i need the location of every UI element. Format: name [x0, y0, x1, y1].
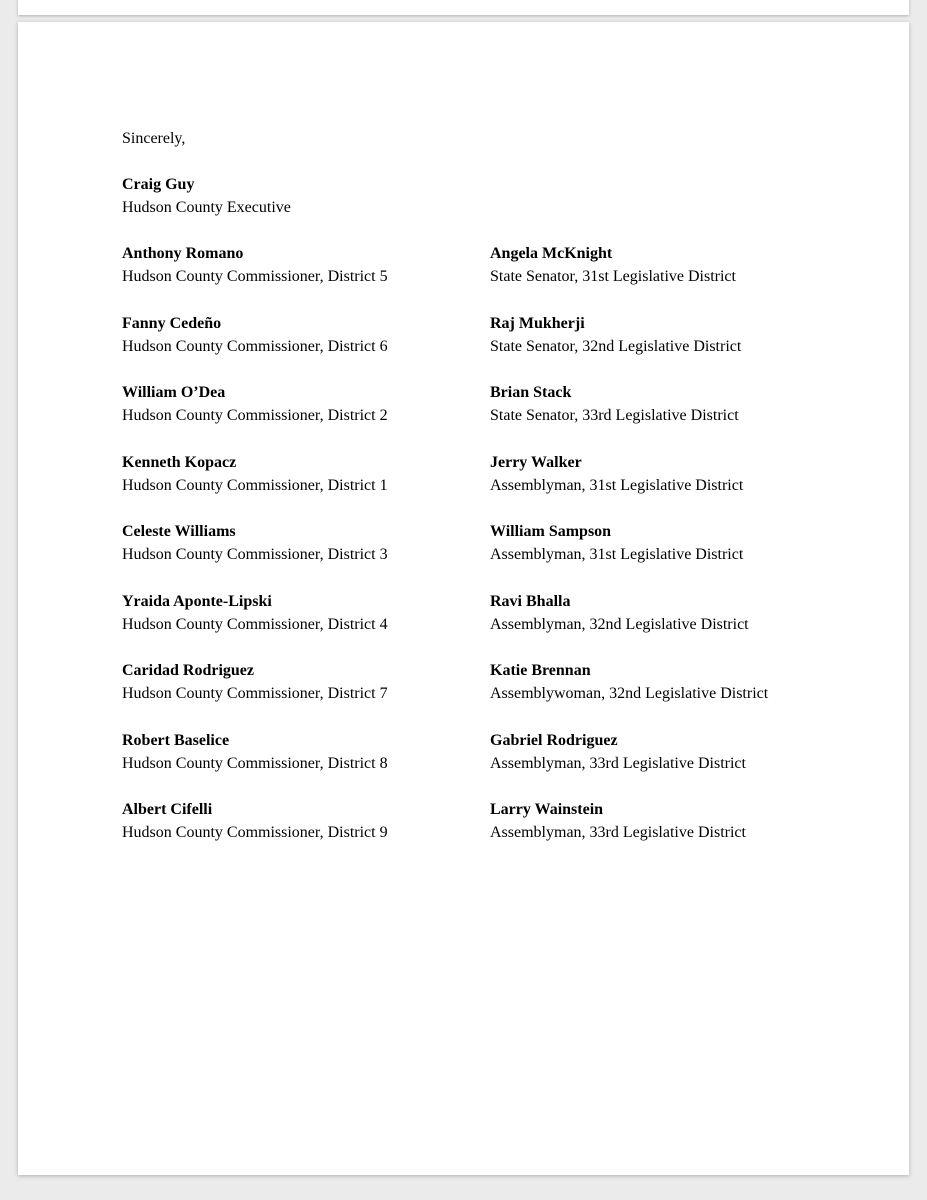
signatory-name: Raj Mukherji [490, 314, 585, 332]
signatory-name: Albert Cifelli [122, 801, 213, 818]
signatory-name: Caridad Rodriguez [122, 662, 254, 679]
signatory-block [490, 520, 822, 566]
signatory-title: Assemblyman, 31st Legislative District [490, 476, 744, 494]
signatory-block [490, 798, 822, 844]
signatory-title: Hudson County Commissioner, District 2 [122, 407, 388, 424]
signatory-block [490, 451, 822, 497]
signatory-block [122, 242, 490, 288]
signatory-title: Hudson County Commissioner, District 7 [122, 685, 388, 702]
signatory-block [490, 659, 822, 705]
signatory-block [122, 729, 490, 775]
signatory-title: Hudson County Commissioner, District 5 [122, 268, 388, 285]
signatory-name: Anthony Romano [122, 245, 244, 262]
signatory-name: Ravi Bhalla [490, 592, 571, 610]
executive-signature [122, 173, 822, 219]
signatory-title: Assemblyman, 33rd Legislative District [490, 754, 746, 772]
signatory-title: Assemblyman, 32nd Legislative District [490, 615, 749, 633]
signatory-block [490, 381, 822, 427]
signatory-block [490, 729, 822, 775]
signatory-name: Jerry Walker [490, 453, 582, 471]
signatory-block [490, 242, 822, 288]
signatory-name: Yraida Aponte-Lipski [122, 592, 272, 610]
signatory-name: Robert Baselice [122, 731, 230, 749]
signatory-block [122, 312, 490, 358]
signatory-name: Larry Wainstein [490, 801, 604, 818]
document-page [18, 22, 909, 1175]
closing-salutation: Sincerely, [122, 130, 186, 147]
signatory-title: Hudson County Commissioner, District 6 [122, 337, 388, 355]
signatory-block [490, 590, 822, 636]
signatory-block [122, 659, 490, 705]
signatory-name: Kenneth Kopacz [122, 453, 237, 471]
signatory-title: State Senator, 31st Legislative District [490, 268, 736, 285]
signatory-block [122, 798, 490, 844]
signatory-name: William Sampson [490, 523, 612, 540]
signatory-title: Assemblywoman, 32nd Legislative District [490, 685, 769, 702]
signatory-block [122, 381, 490, 427]
signatory-name: Celeste Williams [122, 523, 236, 540]
signatory-columns [122, 242, 822, 868]
signatory-name: Fanny Cedeño [122, 314, 222, 332]
signatory-name: Brian Stack [490, 384, 572, 401]
signatory-block [122, 520, 490, 566]
signatory-name: William O’Dea [122, 384, 226, 401]
signatory-title: Hudson County Commissioner, District 9 [122, 824, 388, 841]
signatory-title: Hudson County Commissioner, District 3 [122, 546, 388, 563]
signatory-name: Craig Guy [122, 176, 195, 193]
signatory-block [122, 590, 490, 636]
signatory-title: Hudson County Commissioner, District 1 [122, 476, 388, 494]
signatory-title: Hudson County Commissioner, District 4 [122, 615, 388, 633]
signatory-title: State Senator, 32nd Legislative District [490, 337, 742, 355]
signatory-title: Hudson County Commissioner, District 8 [122, 754, 388, 772]
signatory-title: Assemblyman, 31st Legislative District [490, 546, 744, 563]
signatory-title: Hudson County Executive [122, 199, 291, 216]
signatory-name: Angela McKnight [490, 245, 613, 262]
signatory-title: Assemblyman, 33rd Legislative District [490, 824, 746, 841]
signatory-block [122, 451, 490, 497]
signatory-name: Katie Brennan [490, 662, 591, 679]
right-signatory-column [490, 242, 822, 868]
letter-signature-block [122, 127, 822, 868]
signatory-title: State Senator, 33rd Legislative District [490, 407, 739, 424]
signatory-name: Gabriel Rodriguez [490, 731, 618, 749]
signatory-block [490, 312, 822, 358]
left-signatory-column [122, 242, 490, 868]
previous-page-edge [18, 0, 909, 15]
